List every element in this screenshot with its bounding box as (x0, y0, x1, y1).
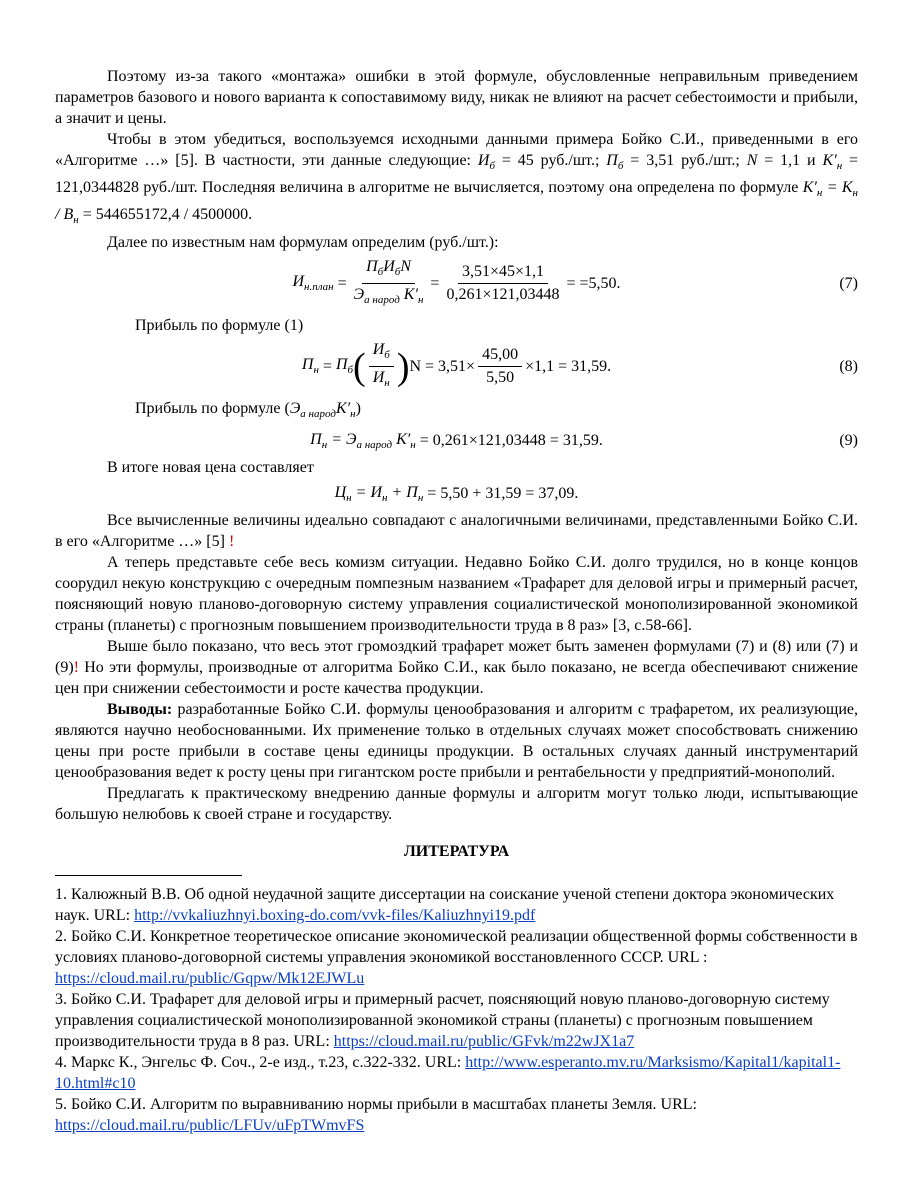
formula-7-number: (7) (839, 274, 858, 292)
p2-n-value: = 1,1 и (764, 152, 816, 169)
formula-9-number: (9) (839, 431, 858, 449)
formula-price: $Ц_н = И_н + П_н$ = 5,50 + 31,59 = 37,09. (334, 483, 579, 504)
formula-7: $И_{н.план}$ = $\frac{П_бИ_бN}{Э_{а народ} K'_н}$ = $\frac{3,51\times 45\times 1,1}{0,261\times 121,03448}$ = =5,50. (7) (55, 255, 858, 313)
paragraph-11: Предлагать к практическому внедрению данные формулы и алгоритм могут только люди, испытывающие большую нелюбовь к своей стране и государству. (55, 784, 858, 823)
paragraph-8: А теперь представьте себе весь комизм ситуации. Недавно Бойко С.И. долго трудился, но в конце концов соорудил некую конструкцию с очередным помпезным названием «Трафарет для деловой игры и примерный расчет, поясняющий новую планово-договорную систему управления социалистической монополизированной экономикой страны (планеты) с прогнозным повышением производительности труда в 8 раз» [3, с.58-66]. (55, 553, 858, 634)
var-ib: $И_б$ (477, 152, 495, 173)
var-n: N (746, 152, 758, 169)
reference-link[interactable]: https://cloud.mail.ru/public/GFvk/m22wJX1a7 (333, 1032, 635, 1050)
var-kn: $K'_н$ (822, 152, 843, 173)
paragraph-2 (55, 129, 858, 232)
p2-pb-value: = 3,51 руб./шт.; (630, 152, 740, 169)
paragraph-3: Далее по известным нам формулам определим (руб./шт.): (107, 233, 499, 251)
formula-8-result: ×1,1 = 31,59. (525, 357, 612, 375)
var-kn2: $K'_н = K_н / B_н$ (55, 179, 858, 227)
formula-9: $П_н$ = $Э_{а народ}$ $K'_н$ = 0,261×121,03448 = 31,59. (9) (310, 430, 858, 451)
formula-8: $П_н$ = $П_б$ ( $\frac{И_б}{И_н}$ ) N = 3,51× $\frac{45,00}{5,50}$ ×1,1 = 31,59. (8) (55, 338, 858, 396)
paragraph-1: Поэтому из-за такого «монтажа» ошибки в этой формуле, обусловленные неправильным приведением параметров базового и нового варианта к сопоставимому виду, никак не влияют на расчет себестоимости и прибыли, а значит и цены. (55, 68, 858, 127)
p2-kn-value: = 121,0344828 руб./шт. Последняя величина в алгоритме не вычисляется, поэтому она определена по формуле (55, 152, 859, 197)
reference-link[interactable]: https://cloud.mail.ru/public/Gqpw/Mk12EJWLu (55, 969, 365, 987)
exclamation-mark-2: ! (73, 658, 79, 676)
paragraph-5: Прибыль по формуле $(Э_{а народ}K'_н)$ (135, 399, 361, 420)
var-pb: $П_б$ (606, 152, 624, 173)
conclusions-label: Выводы: (107, 700, 173, 718)
formula-8-ratio: $\frac{И_б}{И_н}$ (369, 341, 394, 392)
references-list (55, 884, 858, 1136)
paragraph-7: Все вычисленные величины идеально совпадают с аналогичными величинами, представленными Бойко С.И. в его «Алгоритме …» [5] ! (55, 511, 858, 550)
reference-item: 3. Бойко С.И. Трафарет для деловой игры и примерный расчет, поясняющий новую планово-договорную систему управления социалистической монополизированной экономикой страны (планеты) с прогнозным повышением производительности труда в 8 раз. URL: https://cloud.mail.ru/public/GFvk/m22wJX1a7 (55, 990, 830, 1050)
reference-item: 2. Бойко С.И. Конкретное теоретическое описание экономической реализации общественной формы собственности в условиях планово-договорной системы управления экономикой восстановленного СССР. URL : https://cloud.mail.ru/public/Gqpw/Mk12EJWLu (55, 927, 858, 987)
reference-link[interactable]: https://cloud.mail.ru/public/LFUv/uFpTWmvFS (55, 1116, 365, 1134)
p2-text: Чтобы в этом убедиться, воспользуемся исходными данными примера Бойко С.И., приведенными в его «Алгоритме …» [5]. В частности, эти данные следующие: (55, 131, 858, 169)
paragraph-conclusions: Выводы: разработанные Бойко С.И. формулы ценообразования и алгоритм с трафаретом, их реализующие, являются научно необоснованными. Их применение только в отдельных случаях может способствовать снижению цены при росте прибыли в составе цены единицы продукции. В остальных случаях данный инструментарий ценообразования ведет к росту цены при гигантском росте прибыли и рентабельности у предприятий-монополий. (55, 700, 858, 781)
reference-link[interactable]: http://vvkaliuzhnyi.boxing-do.com/vvk-files/Kaliuzhnyi19.pdf (134, 906, 536, 924)
reference-link[interactable]: http://www.esperanto.mv.ru/Marksismo/Kapital1/kapital1-10.html#c10 (55, 1053, 841, 1092)
reference-item: 5. Бойко С.И. Алгоритм по выравниванию нормы прибыли в масштабах планеты Земля. URL: https://cloud.mail.ru/public/LFUv/uFpTWmvFS (55, 1095, 697, 1134)
formula-7-numeric-fraction: $\frac{3,51\times 45\times 1,1}{0,261\times 121,03448}$ (446, 263, 560, 304)
page (55, 66, 858, 1136)
paragraph-6: В итоге новая цена составляет (107, 458, 314, 476)
p2-kn-formula: = 544655172,4 / 4500000. (82, 206, 253, 224)
references-title: ЛИТЕРАТУРА (403, 842, 510, 860)
exclamation-mark: ! (224, 532, 235, 550)
formula-7-result: = =5,50. (566, 274, 621, 292)
paragraph-9: Выше было показано, что весь этот громоздкий трафарет может быть заменен формулами (7) и (8) или (7) и (9)! Но эти формулы, производные от алгоритма Бойко С.И., как было показано, не всегда обеспечивают снижение цен при снижении себестоимости и росте качества продукции. (55, 637, 858, 697)
formula-7-symbolic-fraction: $\frac{П_бИ_бN}{Э_{а народ} K'_н}$ (353, 257, 424, 307)
reference-item: 1. Калюжный В.В. Об одной неудачной защите диссертации на соискание ученой степени доктора экономических наук. URL: http://vvkaliuzhnyi.boxing-do.com/vvk-files/Kaliuzhnyi19.pdf (55, 885, 835, 924)
paragraph-4: Прибыль по формуле (1) (135, 316, 304, 334)
reference-item: 4. Маркс К., Энгельс Ф. Соч., 2-е изд., т.23, с.322-332. URL: http://www.esperanto.mv.ru/Marksismo/Kapital1/kapital1-10.html#c10 (55, 1053, 841, 1092)
footnote-rule (55, 875, 242, 876)
formula-8-values: $\frac{45,00}{5,50}$ (478, 346, 522, 387)
p2-ib-value: = 45 руб./шт.; (501, 152, 600, 169)
formula-8-number: (8) (839, 357, 858, 375)
